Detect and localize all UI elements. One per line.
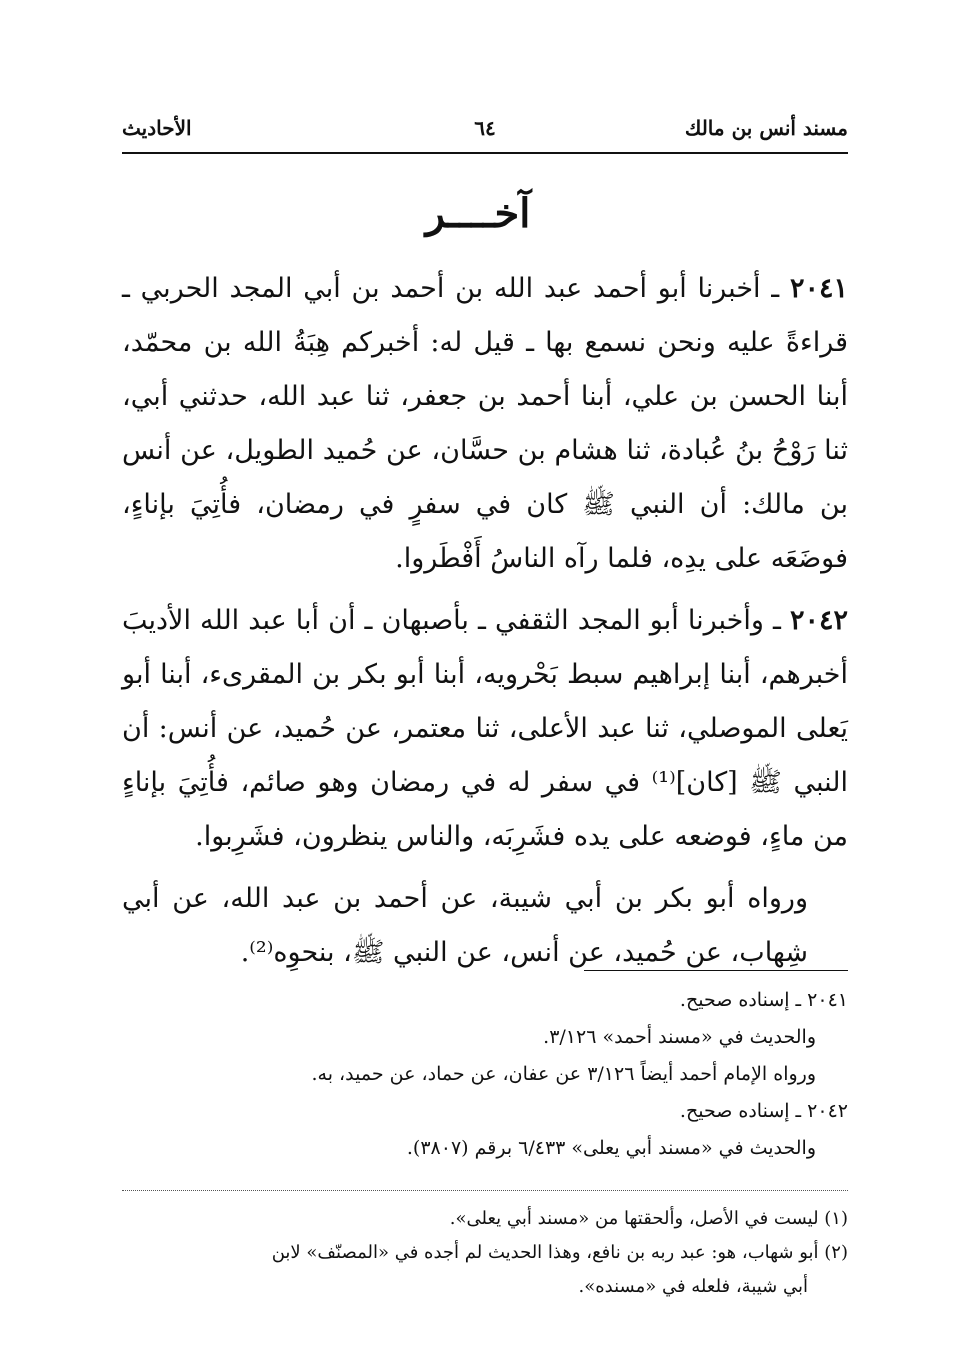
hadith-text: ـ أخبرنا أبو أحمد عبد الله بن أحمد بن أبي المجد الحربي ـ قراءةً عليه ونحن نسمع بها ـ قيل له: أخبركم هِبَةُ الله بن محمّد، أبنا الحسن بن علي، أبنا أحمد بن جعفر، ثنا عبد الله، حدثني أبي، ثنا رَوْحُ بنُ عُبادة، ثنا هشام بن حسَّان، عن حُميد الطويل، عن أنس بن مالك: أن النبي ﷺ كان في سفرٍ في رمضان، فأُتِيَ بإناءٍ، فوضَعَه على يدِه، فلما رآه الناسُ أَفْطَروا.: [122, 273, 848, 574]
section-name: الأحاديث: [122, 116, 192, 140]
book-title: مسند أنس بن مالك: [684, 116, 848, 140]
hadith-text: ـ وأخبرنا أبو المجد الثقفي ـ بأصبهان ـ أن أبا عبد الله الأديبَ أخبرهم، أبنا إبراهيم سبط بَحْرويه، أبنا أبو بكر بن المقرىء، أبنا أبو يَعلى الموصلي، ثنا عبد الأعلى، ثنا معتمر، عن حُميد، عن أنس: أن النبي ﷺ [كان]⁽¹⁾ في سفر له في رمضان وهو صائم، فأُتِيَ بإناءٍ من ماءٍ، فوضعه على يده فشَرِبَه، والناس ينظرون، فشَرِبوا.: [122, 605, 848, 852]
main-text: [122, 262, 848, 988]
takhrij-line: ٢٠٤٢ ـ إسناده صحيح.: [679, 1100, 848, 1122]
footnote-item: (١) ليست في الأصل، وألحقتها من «مسند أبي يعلى».: [449, 1208, 848, 1229]
footnote-item: (٢) أبو شهاب، هو: عبد ربه بن نافع، وهذا الحديث لم أجده في «المصنّف» لابن: [271, 1242, 848, 1263]
takhrij-line: ٢٠٤١ ـ إسناده صحيح.: [679, 989, 848, 1011]
takhrij-line: ورواه الإمام أحمد أيضاً ٣/١٢٦ عن عفان، عن حماد، عن حميد، به.: [311, 1063, 816, 1085]
page-header: [122, 112, 848, 154]
hadith-number: ٢٠٤١: [789, 273, 848, 304]
hadith-paragraph: [122, 262, 848, 586]
hadith-paragraph: [122, 594, 848, 864]
takhrij-notes: [122, 982, 848, 1167]
footnote-item-continuation: أبي شيبة، فلعله في «مسنده».: [578, 1276, 808, 1297]
section-title: آخــــر: [425, 190, 531, 237]
page-number: ٦٤: [474, 116, 496, 140]
footnotes: [122, 1202, 848, 1304]
addendum-paragraph: ورواه أبو بكر بن أبي شيبة، عن أحمد بن عبد الله، عن أبي شِهاب، عن حُميد، عن أنس، عن النبي ﷺ، بنحوِه⁽²⁾.: [122, 883, 808, 968]
hadith-number: ٢٠٤٢: [789, 605, 848, 636]
takhrij-line: والحديث في «مسند أحمد» ٣/١٢٦.: [543, 1026, 816, 1048]
footnote-divider: [584, 970, 848, 971]
takhrij-line: والحديث في «مسند أبي يعلى» ٦/٤٣٣ برقم (٣٨٠٧).: [406, 1137, 816, 1159]
footnote-separator: [122, 1190, 848, 1191]
